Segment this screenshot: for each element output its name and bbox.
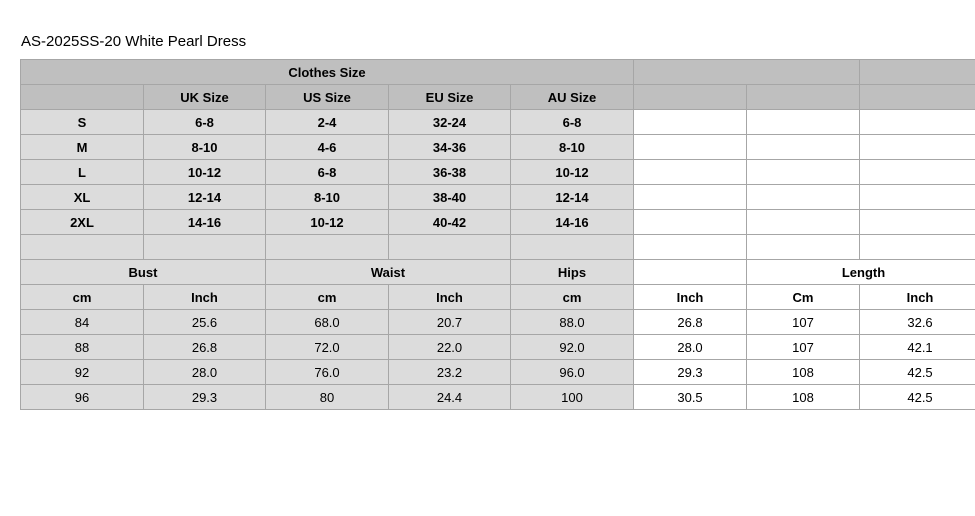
size-cell: 12-14 <box>511 185 634 210</box>
unit-header: cm <box>511 285 634 310</box>
size-cell: 10-12 <box>266 210 389 235</box>
size-cell: 10-12 <box>511 160 634 185</box>
size-cell: 14-16 <box>144 210 266 235</box>
measure-cell: 42.5 <box>860 360 975 385</box>
measure-cell: 107 <box>747 310 860 335</box>
measurement-group-row <box>21 260 975 285</box>
measure-cell: 68.0 <box>266 310 389 335</box>
measure-cell: 92.0 <box>511 335 634 360</box>
empty-cell <box>747 210 860 235</box>
unit-header: cm <box>21 285 144 310</box>
measure-cell: 22.0 <box>389 335 511 360</box>
empty-cell <box>634 210 747 235</box>
unit-header: Cm <box>747 285 860 310</box>
measure-cell: 72.0 <box>266 335 389 360</box>
empty-cell <box>634 160 747 185</box>
empty-cell <box>21 235 144 260</box>
size-cell: 36-38 <box>389 160 511 185</box>
measure-cell: 88 <box>21 335 144 360</box>
eu-size-header: EU Size <box>389 85 511 110</box>
empty-header-cell <box>634 60 860 85</box>
measure-cell: 28.0 <box>634 335 747 360</box>
us-size-header: US Size <box>266 85 389 110</box>
empty-cell <box>860 110 975 135</box>
waist-group-header: Waist <box>266 260 511 285</box>
measurement-row <box>21 335 975 360</box>
measure-cell: 107 <box>747 335 860 360</box>
size-label-cell: XL <box>21 185 144 210</box>
measure-cell: 24.4 <box>389 385 511 410</box>
measure-cell: 28.0 <box>144 360 266 385</box>
empty-cell <box>860 135 975 160</box>
unit-header-row <box>21 285 975 310</box>
size-cell: 2-4 <box>266 110 389 135</box>
unit-header: cm <box>266 285 389 310</box>
size-label-cell: S <box>21 110 144 135</box>
clothes-size-header-row <box>21 60 975 85</box>
size-cell: 38-40 <box>389 185 511 210</box>
measure-cell: 108 <box>747 360 860 385</box>
size-cell: 14-16 <box>511 210 634 235</box>
size-cell: 34-36 <box>389 135 511 160</box>
empty-cell <box>747 235 860 260</box>
unit-header: Inch <box>389 285 511 310</box>
size-cell: 6-8 <box>144 110 266 135</box>
size-cell: 40-42 <box>389 210 511 235</box>
bust-group-header: Bust <box>21 260 266 285</box>
empty-cell <box>266 235 389 260</box>
measure-cell: 84 <box>21 310 144 335</box>
size-cell: 12-14 <box>144 185 266 210</box>
empty-cell <box>860 185 975 210</box>
empty-cell <box>634 135 747 160</box>
size-row <box>21 135 975 160</box>
unit-header: Inch <box>860 285 975 310</box>
measure-cell: 20.7 <box>389 310 511 335</box>
empty-cell <box>634 260 747 285</box>
measure-cell: 32.6 <box>860 310 975 335</box>
size-cell: 4-6 <box>266 135 389 160</box>
measurement-row <box>21 310 975 335</box>
empty-header-cell <box>860 60 975 85</box>
measurement-row <box>21 385 975 410</box>
measure-cell: 29.3 <box>144 385 266 410</box>
au-size-header: AU Size <box>511 85 634 110</box>
empty-header-cell <box>747 85 860 110</box>
empty-cell <box>747 135 860 160</box>
uk-size-header: UK Size <box>144 85 266 110</box>
hips-group-header: Hips <box>511 260 634 285</box>
measure-cell: 108 <box>747 385 860 410</box>
measure-cell: 42.1 <box>860 335 975 360</box>
measure-cell: 42.5 <box>860 385 975 410</box>
measure-cell: 23.2 <box>389 360 511 385</box>
size-cell: 10-12 <box>144 160 266 185</box>
empty-cell <box>634 235 747 260</box>
document-title: AS-2025SS-20 White Pearl Dress <box>21 33 247 50</box>
size-cell: 6-8 <box>511 110 634 135</box>
size-column-header <box>21 85 144 110</box>
measure-cell: 80 <box>266 385 389 410</box>
size-cell: 8-10 <box>144 135 266 160</box>
measurement-row <box>21 360 975 385</box>
size-cell: 8-10 <box>511 135 634 160</box>
measure-cell: 29.3 <box>634 360 747 385</box>
empty-header-cell <box>860 85 975 110</box>
empty-cell <box>860 235 975 260</box>
size-chart-table <box>20 59 975 410</box>
empty-cell <box>747 110 860 135</box>
empty-cell <box>860 210 975 235</box>
empty-cell <box>860 160 975 185</box>
spacer-row <box>21 235 975 260</box>
measure-cell: 26.8 <box>634 310 747 335</box>
size-label-cell: L <box>21 160 144 185</box>
empty-cell <box>389 235 511 260</box>
size-cell: 32-24 <box>389 110 511 135</box>
empty-header-cell <box>634 85 747 110</box>
measure-cell: 25.6 <box>144 310 266 335</box>
measure-cell: 88.0 <box>511 310 634 335</box>
unit-header: Inch <box>634 285 747 310</box>
measure-cell: 76.0 <box>266 360 389 385</box>
clothes-size-header: Clothes Size <box>21 60 634 85</box>
length-group-header: Length <box>747 260 975 285</box>
empty-cell <box>511 235 634 260</box>
size-row <box>21 210 975 235</box>
empty-cell <box>144 235 266 260</box>
size-cell: 6-8 <box>266 160 389 185</box>
measure-cell: 100 <box>511 385 634 410</box>
size-row <box>21 185 975 210</box>
size-label-cell: 2XL <box>21 210 144 235</box>
size-column-header-row <box>21 85 975 110</box>
unit-header: Inch <box>144 285 266 310</box>
size-row <box>21 110 975 135</box>
empty-cell <box>747 160 860 185</box>
empty-cell <box>634 110 747 135</box>
measure-cell: 92 <box>21 360 144 385</box>
measure-cell: 26.8 <box>144 335 266 360</box>
measure-cell: 96 <box>21 385 144 410</box>
empty-cell <box>747 185 860 210</box>
size-label-cell: M <box>21 135 144 160</box>
size-cell: 8-10 <box>266 185 389 210</box>
size-row <box>21 160 975 185</box>
measure-cell: 30.5 <box>634 385 747 410</box>
measure-cell: 96.0 <box>511 360 634 385</box>
empty-cell <box>634 185 747 210</box>
